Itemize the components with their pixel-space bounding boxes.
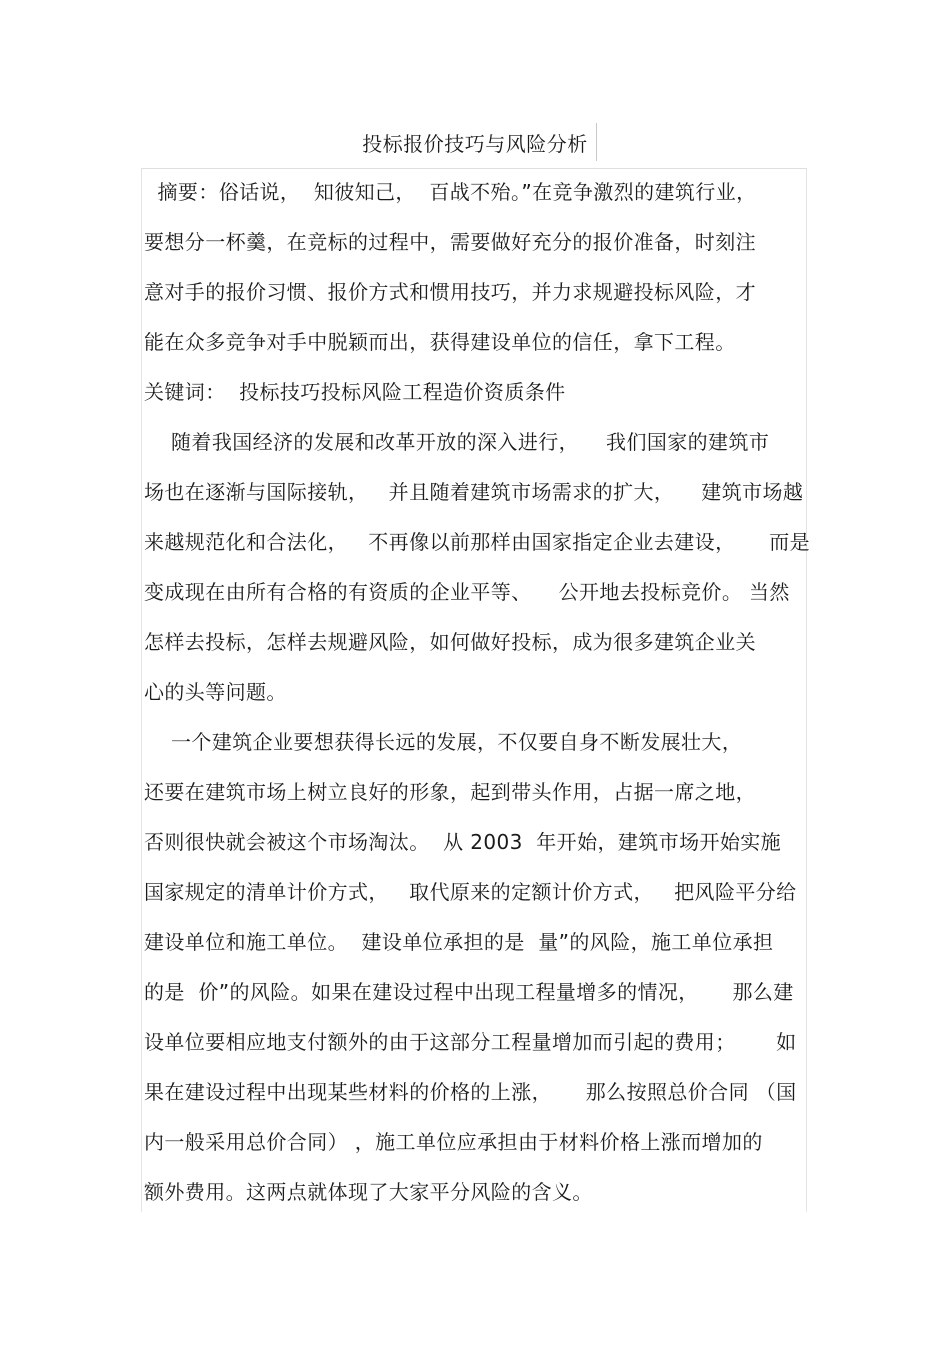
text-line: 果在建设过程中出现某些材料的价格的上涨， 那么按照总价合同 （国 [144,1080,797,1104]
text-line: 意对手的报价习惯、报价方式和惯用技巧，并力求规避投标风险，才 [144,280,756,304]
text-line: 摘要：俗话说， 知彼知己， 百战不殆。”在竞争激烈的建筑行业， [144,180,757,204]
text-line: 设单位要相应地支付额外的由于这部分工程量增加而引起的费用； 如 [144,1030,797,1054]
text-line: 心的头等问题。 [144,680,287,704]
keywords-line: 关键词： 投标技巧投标风险工程造价资质条件 [144,380,566,404]
text-line: 内一般采用总价合同） ，施工单位应承担由于材料价格上涨而增加的 [144,1130,763,1154]
text-line: 场也在逐渐与国际接轨， 并且随着建筑市场需求的扩大， 建筑市场越 [144,480,804,504]
text-line: 还要在建筑市场上树立良好的形象，起到带头作用，占据一席之地， [144,780,756,804]
text-line: 随着我国经济的发展和改革开放的深入进行， 我们国家的建筑市 [144,430,770,454]
text-line: 否则很快就会被这个市场淘汰。 从 2003 年开始，建筑市场开始实施 [144,830,782,854]
text-line: 的是 价”的风险。如果在建设过程中出现工程量增多的情况， 那么建 [144,980,794,1004]
text-line: 怎样去投标，怎样去规避风险，如何做好投标，成为很多建筑企业关 [144,630,756,654]
text-line: 变成现在由所有合格的有资质的企业平等、 公开地去投标竞价。 当然 [144,580,790,604]
text-line: 一个建筑企业要想获得长远的发展，不仅要自身不断发展壮大， [144,730,743,754]
text-line: 能在众多竞争对手中脱颖而出，获得建设单位的信任，拿下工程。 [144,330,736,354]
text-line: 建设单位和施工单位。 建设单位承担的是 量”的风险，施工单位承担 [144,930,774,954]
text-line: 来越规范化和合法化， 不再像以前那样由国家指定企业去建设， 而是 [144,530,811,554]
text-line: 额外费用。这两点就体现了大家平分风险的含义。 [144,1180,593,1204]
text-line: 国家规定的清单计价方式， 取代原来的定额计价方式， 把风险平分给 [144,880,797,904]
document-title: 投标报价技巧与风险分析 [362,132,588,156]
text-line: 要想分一杯羹，在竞标的过程中，需要做好充分的报价准备，时刻注 [144,230,756,254]
